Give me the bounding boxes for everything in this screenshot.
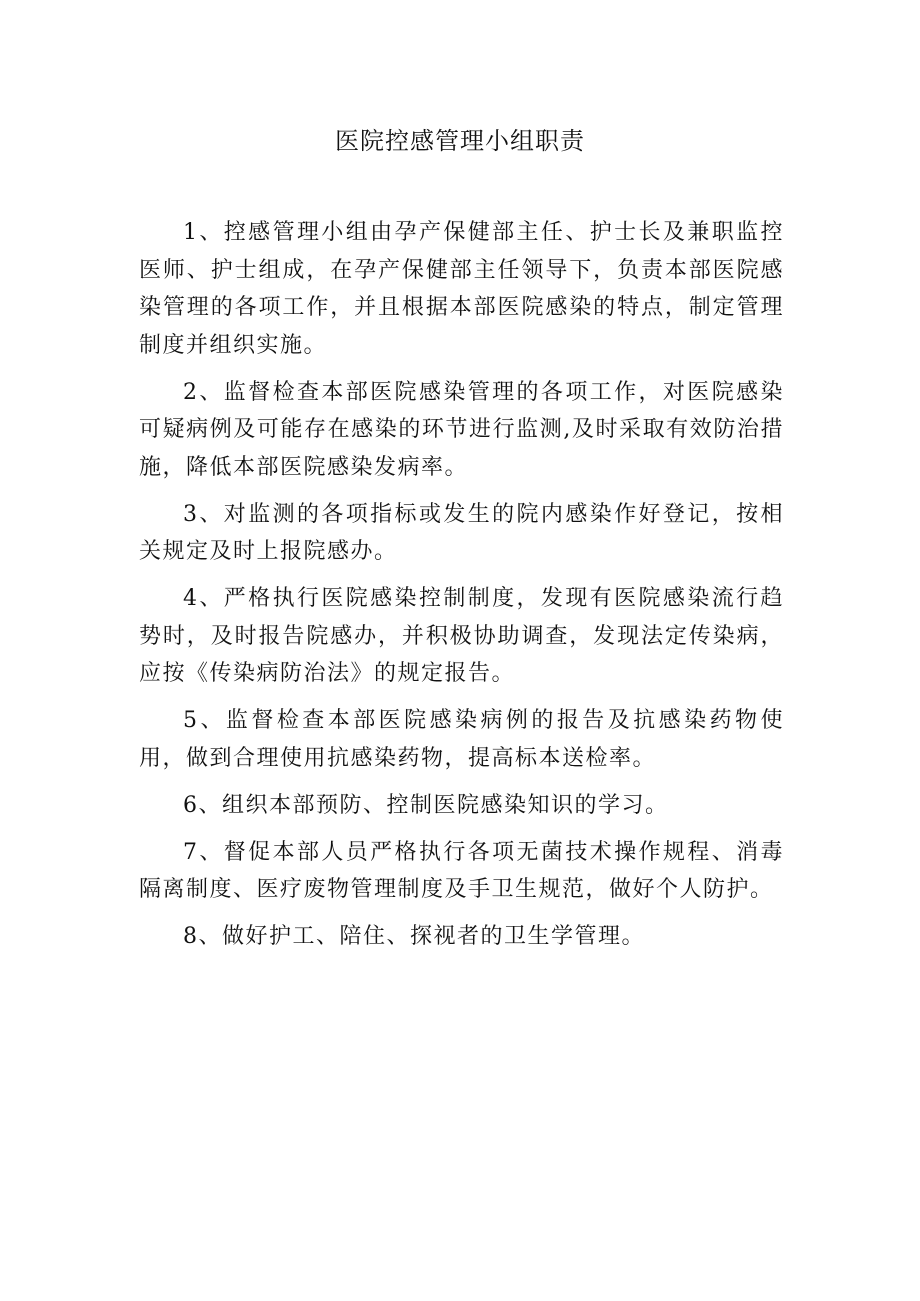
paragraph-6: 6、组织本部预防、控制医院感染知识的学习。 (183, 792, 669, 818)
paragraph-3: 3、对监测的各项指标或发生的院内感染作好登记，按相关规定及时上报院感办。 (139, 501, 784, 564)
paragraph-2: 2、监督检查本部医院感染管理的各项工作，对医院感染可疑病例及可能存在感染的环节进行监测,及时采取有效防治措施，降低本部医院感染发病率。 (139, 379, 784, 480)
document-title: 医院控感管理小组职责 (335, 127, 585, 155)
paragraph-4: 4、严格执行医院感染控制制度，发现有医院感染流行趋势时，及时报告院感办，并积极协助调查，发现法定传染病，应按《传染病防治法》的规定报告。 (139, 586, 784, 686)
document-body (139, 214, 784, 965)
paragraph-8: 8、做好护工、陪住、探视者的卫生学管理。 (183, 924, 645, 949)
paragraph-7: 7、督促本部人员严格执行各项无菌技术操作规程、消毒隔离制度、医疗废物管理制度及手卫生规范，做好个人防护。 (139, 839, 784, 902)
paragraph-5: 5、监督检查本部医院感染病例的报告及抗感染药物使用，做到合理使用抗感染药物，提高标本送检率。 (139, 708, 784, 771)
paragraph-1: 1、控感管理小组由孕产保健部主任、护士长及兼职监控医师、护士组成，在孕产保健部主任领导下，负责本部医院感染管理的各项工作，并且根据本部医院感染的特点，制定管理制度并组织实施。 (139, 220, 784, 358)
